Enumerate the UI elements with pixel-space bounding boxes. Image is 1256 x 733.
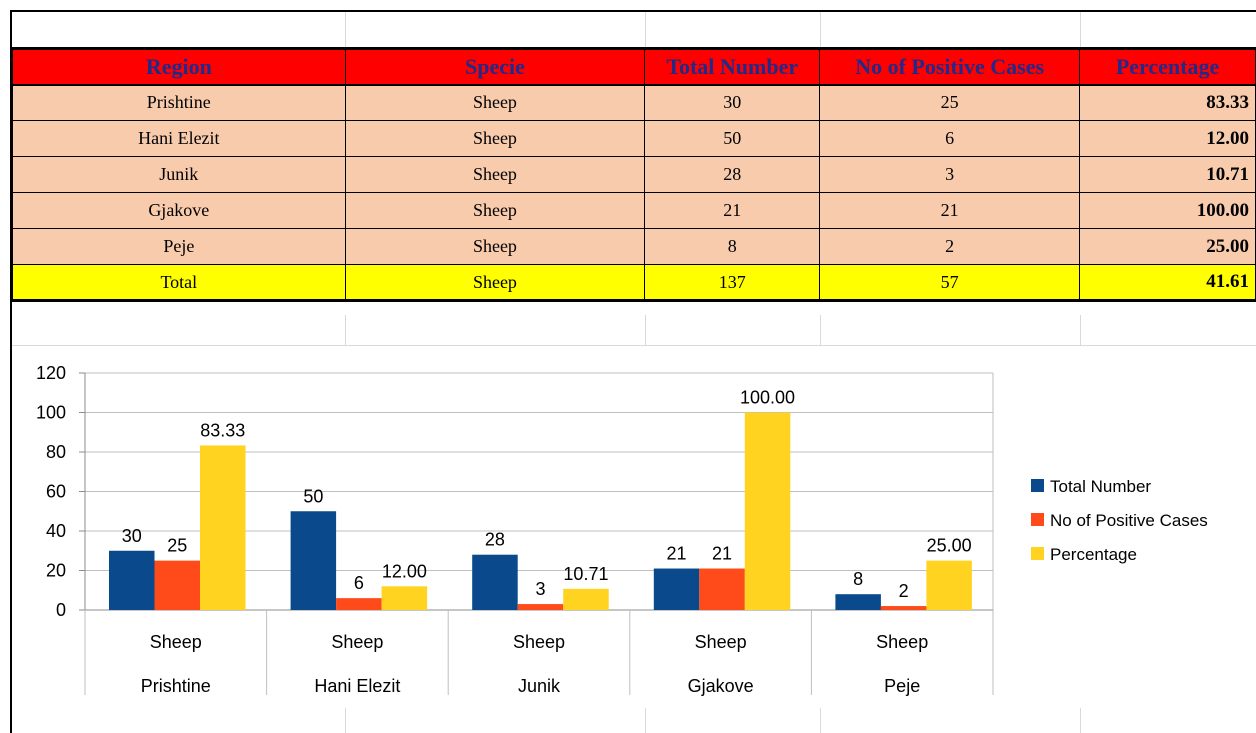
- y-tick-label: 80: [45, 442, 66, 462]
- cell-specie[interactable]: Sheep: [345, 85, 645, 121]
- x-tick-label-region: Gjakove: [687, 676, 754, 696]
- cell-positive-cases[interactable]: 25: [820, 85, 1080, 121]
- y-tick-label: 20: [45, 560, 66, 581]
- bar: [563, 589, 609, 610]
- bar: [200, 445, 246, 610]
- data-label: 28: [484, 529, 505, 550]
- y-tick-label: 60: [45, 481, 66, 502]
- cell-specie[interactable]: Sheep: [345, 193, 645, 229]
- bar: [745, 413, 791, 611]
- bar: [518, 604, 564, 610]
- data-label: 21: [666, 543, 687, 564]
- legend-swatch: [1031, 513, 1044, 526]
- cell-positive-cases[interactable]: 57: [820, 265, 1080, 301]
- bar: [699, 569, 745, 610]
- data-label: 8: [853, 569, 864, 590]
- data-label: 3: [535, 579, 546, 600]
- legend-label: Total Number: [1050, 477, 1152, 496]
- header-total-number[interactable]: Total Number: [645, 49, 820, 85]
- cell-positive-cases[interactable]: 2: [820, 229, 1080, 265]
- cell-region[interactable]: Gjakove: [13, 193, 346, 229]
- cell-region[interactable]: Prishtine: [13, 85, 346, 121]
- bar: [336, 598, 382, 610]
- x-tick-label-region: Prishtine: [140, 676, 211, 696]
- bar: [472, 555, 518, 610]
- cell-total-number[interactable]: 30: [645, 85, 820, 121]
- cell-total-number[interactable]: 50: [645, 121, 820, 157]
- x-tick-label-region: Junik: [517, 676, 561, 696]
- x-tick-label-specie: Sheep: [149, 632, 202, 652]
- cell-specie[interactable]: Sheep: [345, 121, 645, 157]
- cell-percentage[interactable]: 25.00: [1080, 229, 1256, 265]
- cell-percentage[interactable]: 100.00: [1080, 193, 1256, 229]
- header-specie[interactable]: Specie: [345, 49, 645, 85]
- cell-percentage[interactable]: 41.61: [1080, 265, 1256, 301]
- legend-swatch: [1031, 547, 1044, 560]
- data-label: 12.00: [381, 561, 427, 582]
- cell-specie[interactable]: Sheep: [345, 229, 645, 265]
- header-region[interactable]: Region: [13, 49, 346, 85]
- cell-percentage[interactable]: 10.71: [1080, 157, 1256, 193]
- bar: [835, 594, 881, 610]
- x-tick-label-specie: Sheep: [512, 632, 566, 652]
- cell-total-number[interactable]: 21: [645, 193, 820, 229]
- bar: [654, 569, 700, 610]
- cell-total-number[interactable]: 8: [645, 229, 820, 265]
- cell-positive-cases[interactable]: 21: [820, 193, 1080, 229]
- data-label: 21: [712, 543, 733, 564]
- bar: [109, 551, 155, 610]
- y-tick-label: 0: [55, 600, 66, 620]
- data-label: 6: [353, 573, 364, 594]
- legend-swatch: [1031, 479, 1044, 492]
- header-percentage[interactable]: Percentage: [1080, 49, 1256, 85]
- y-tick-label: 120: [35, 363, 66, 383]
- x-tick-label-specie: Sheep: [876, 632, 929, 652]
- x-tick-label-specie: Sheep: [694, 632, 747, 652]
- x-tick-label-specie: Sheep: [331, 632, 384, 652]
- x-tick-label-region: Hani Elezit: [314, 676, 401, 696]
- data-label: 25.00: [926, 535, 972, 556]
- bar: [881, 606, 927, 610]
- cell-positive-cases[interactable]: 6: [820, 121, 1080, 157]
- y-tick-label: 100: [35, 402, 66, 423]
- data-label: 50: [303, 486, 324, 507]
- cell-percentage[interactable]: 83.33: [1080, 85, 1256, 121]
- header-positive-cases[interactable]: No of Positive Cases: [820, 49, 1080, 85]
- y-tick-label: 40: [45, 521, 66, 541]
- legend-label: No of Positive Cases: [1050, 511, 1208, 530]
- cell-total-number[interactable]: 28: [645, 157, 820, 193]
- data-label: 2: [898, 581, 909, 602]
- x-tick-label-region: Peje: [884, 676, 921, 696]
- cell-specie[interactable]: Sheep: [345, 265, 645, 301]
- legend-label: Percentage: [1050, 545, 1137, 564]
- bar: [291, 511, 337, 610]
- cell-total-number[interactable]: 137: [645, 265, 820, 301]
- cell-total-label[interactable]: Total: [13, 265, 346, 301]
- bar: [382, 586, 428, 610]
- cell-specie[interactable]: Sheep: [345, 157, 645, 193]
- cell-positive-cases[interactable]: 3: [820, 157, 1080, 193]
- data-label: 30: [121, 525, 142, 546]
- cell-region[interactable]: Hani Elezit: [13, 121, 346, 157]
- data-label: 10.71: [563, 563, 609, 584]
- bar: [155, 561, 201, 610]
- cell-region[interactable]: Peje: [13, 229, 346, 265]
- cell-region[interactable]: Junik: [13, 157, 346, 193]
- data-label: 83.33: [200, 420, 246, 441]
- data-label: 100.00: [740, 387, 796, 408]
- data-label: 25: [167, 535, 188, 556]
- bar: [926, 561, 972, 610]
- cell-percentage[interactable]: 12.00: [1080, 121, 1256, 157]
